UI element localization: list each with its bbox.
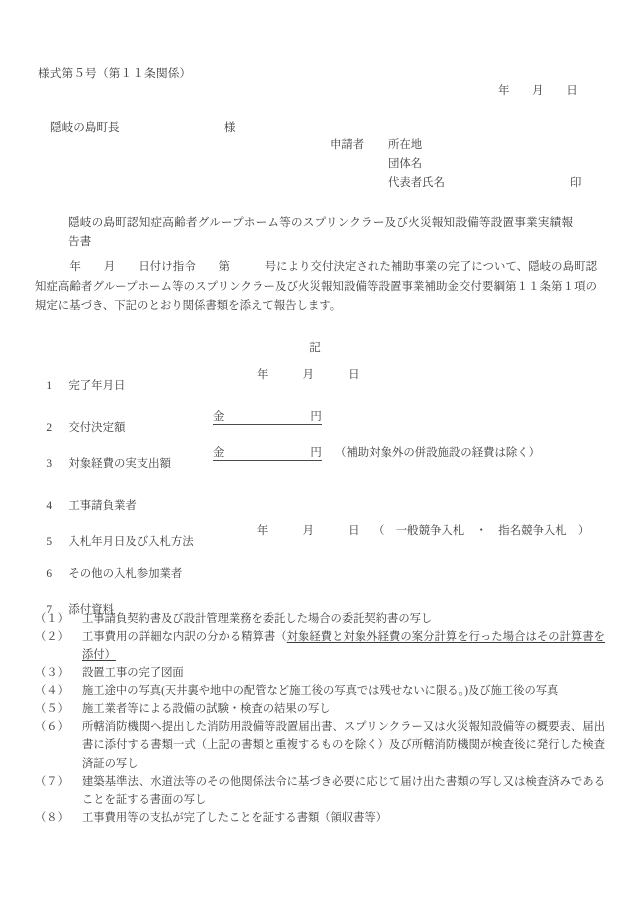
seal-mark: 印 [570, 177, 582, 189]
body-paragraph: 年 月 日付け指令 第 号により交付決定された補助事業の完了について、隠岐の島町認知症高齢者グループホーム等のスプリンクラー及び火災報知設備等設置事業補助金交付要綱第１１条第１項の規定に基づき、下記のとおり関係書類を添えて報告します。 [35, 261, 597, 313]
ki-heading: 記 [309, 341, 321, 354]
attachment-number: （３） [35, 667, 69, 680]
attachment-text [82, 628, 605, 664]
attachment-number: （１） [35, 613, 69, 625]
item-3-amount-field [213, 448, 322, 461]
date-line: 年 月 日 [498, 85, 578, 97]
attachment-text-plain: 設置工事の完了図面 [82, 667, 184, 680]
attachment-text-plain: 所轄消防機関へ提出した消防用設備等設置届出書、スプリンクラー又は火災報知設備等の概要表、届出書に添付する書類一式（上記の書類と重複するものを除く）及び所轄消防機関が検査後に発行した検査済証の写し [82, 721, 605, 770]
item-1-date-field: 年 月 日 [257, 369, 360, 381]
item-2-amount-field [213, 412, 322, 425]
item-5-number: 5 [46, 536, 53, 549]
item-3-note: （補助対象外の併設施設の経費は除く） [335, 447, 541, 459]
item-1 [35, 369, 360, 416]
item-5-bid-method-options: （ 一般競争入札 ・ 指名競争入札 ） [373, 525, 590, 537]
item-6-number: 6 [46, 568, 53, 581]
item-2-number: 2 [46, 422, 53, 435]
document-title: 隠岐の島町認知症高齢者グループホーム等のスプリンクラー及び火災報知設備等設置事業実績報告書 [68, 216, 573, 248]
attachment-text-plain: 工事費用の詳細な内訳の分かる精算書（ [82, 631, 287, 644]
attachment-text [82, 664, 605, 682]
attachment-item [35, 610, 605, 628]
item-6-label: その他の入札参加業者 [68, 568, 183, 581]
attachment-number: （４） [35, 685, 69, 698]
attachment-item [35, 773, 605, 809]
applicant-row-address [330, 140, 445, 159]
attachment-item [35, 700, 605, 718]
attachment-text [82, 610, 605, 628]
item-5-label: 入札年月日及び入札方法 [68, 536, 194, 549]
attachments-list [35, 610, 605, 827]
item-6 [35, 558, 182, 592]
attachment-text [82, 809, 605, 827]
attachment-item [35, 682, 605, 700]
attachment-text-plain: 建築基準法、水道法等のその他関係法令に基づき必要に応じて届け出た書類の写し又は検査済みであることを証する書面の写し [82, 775, 605, 806]
attachment-text [82, 718, 605, 772]
item-7-number: 7 [46, 604, 53, 617]
item-3-number: 3 [46, 458, 53, 471]
attachment-text [82, 682, 605, 700]
item-1-label: 完了年月日 [68, 380, 126, 393]
attachment-number: （８） [35, 811, 69, 824]
item-3-label: 対象経費の実支出額 [68, 458, 171, 471]
item-1-number: 1 [46, 380, 53, 393]
item-4 [35, 490, 137, 524]
attachment-text-plain: 施工途中の写真(天井裏や地中の配管など施工後の写真では残せないに限る。)及び施工後の写真 [82, 685, 559, 698]
item-3-currency-unit: 円 [310, 447, 322, 459]
item-2-currency-prefix: 金 [213, 411, 225, 423]
attachment-number: （６） [35, 721, 69, 734]
attachment-text [82, 773, 605, 809]
item-3-currency-prefix: 金 [213, 447, 225, 459]
form-number: 様式第５号（第１１条関係） [38, 67, 192, 80]
item-5-date-field: 年 月 日 [257, 525, 360, 537]
item-7-label: 添付資料 [68, 604, 114, 617]
attachment-text-plain: 施工業者等による設備の試験・検査の結果の写し [82, 703, 331, 716]
attachment-text-plain: 工事費用等の支払が完了したことを証する書類（領収書等） [82, 811, 388, 824]
item-4-label: 工事請負業者 [68, 500, 137, 513]
attachment-text-plain: 工事請負契約書及び設計管理業務を委託した場合の委託契約書の写し [82, 613, 433, 625]
applicant-organization-label: 団体名 [388, 158, 423, 170]
addressee: 隠岐の島町長 様 [50, 121, 236, 134]
attachment-item [35, 628, 605, 664]
attachment-number: （２） [35, 631, 69, 644]
applicant-label: 申請者 [330, 139, 365, 151]
attachment-text-underlined: 対象経費と対象外経費の案分計算を行った場合はその計算書を添付） [82, 631, 605, 662]
applicant-row-organization [330, 159, 445, 178]
item-4-number: 4 [46, 500, 53, 513]
attachment-number: （５） [35, 703, 69, 716]
attachment-item [35, 809, 605, 827]
attachment-item [35, 664, 605, 682]
attachment-text [82, 700, 605, 718]
applicant-representative-label: 代表者氏名 [388, 177, 445, 189]
applicant-block [330, 140, 445, 197]
attachment-number: （７） [35, 775, 69, 788]
applicant-row-representative [330, 178, 445, 197]
applicant-address-label: 所在地 [388, 139, 423, 151]
attachment-item [35, 718, 605, 772]
item-2-label: 交付決定額 [68, 422, 126, 435]
item-2-currency-unit: 円 [310, 411, 322, 423]
